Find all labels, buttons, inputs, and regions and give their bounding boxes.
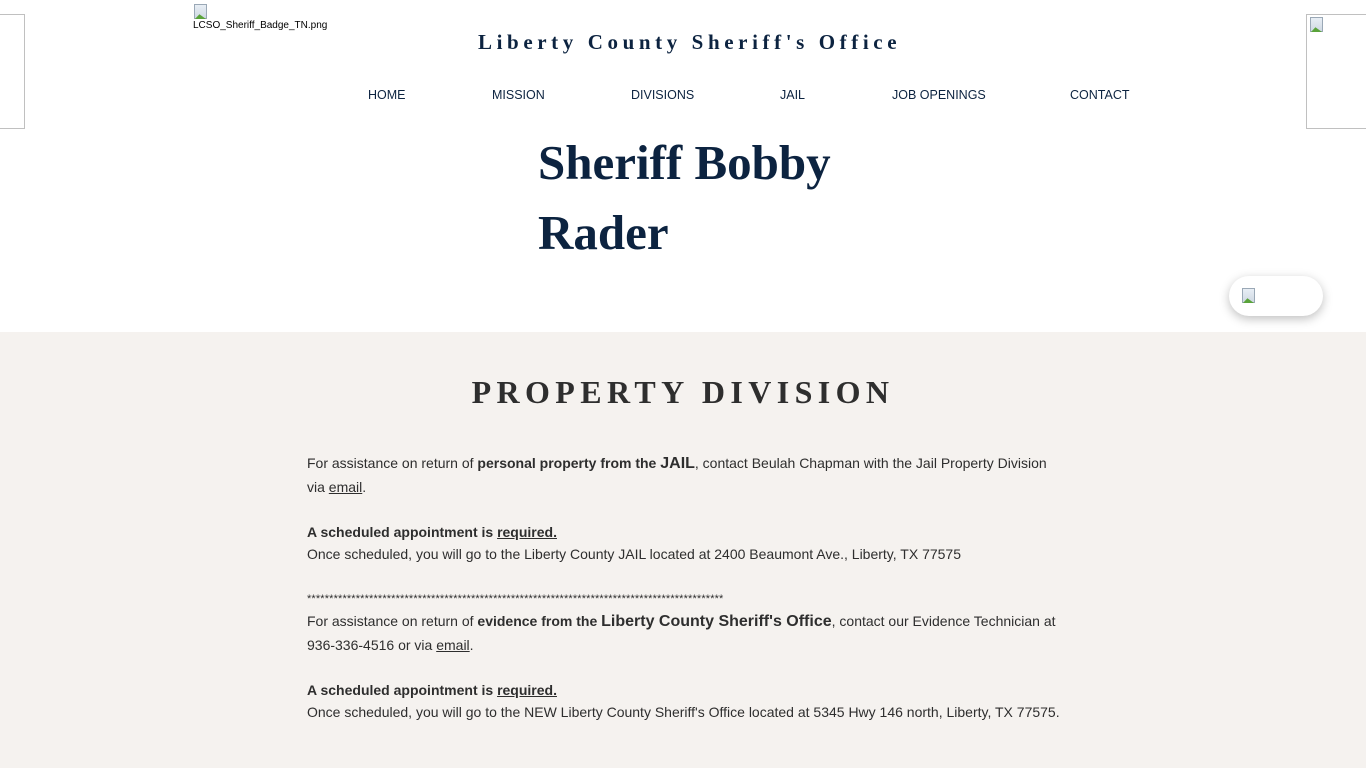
sheriff-name-heading: Sheriff Bobby Rader [538, 135, 831, 260]
left-banner-image [0, 14, 25, 129]
broken-image-icon [193, 4, 209, 20]
text: For assistance on return of [307, 613, 478, 629]
section-content [307, 452, 1067, 724]
text: For assistance on return of [307, 455, 478, 471]
spacer [307, 566, 1067, 589]
nav-job-openings[interactable]: JOB OPENINGS [892, 88, 986, 102]
section-title: PROPERTY DIVISION [471, 374, 895, 410]
jail-required-link[interactable]: required. [497, 523, 557, 540]
spacer [307, 498, 1067, 521]
nav-jail[interactable]: JAIL [780, 88, 806, 102]
jail-email-link[interactable]: email [328, 478, 363, 495]
evidence-appointment-line [307, 679, 1067, 702]
text: . [362, 478, 367, 495]
evidence-email-link[interactable]: email [436, 636, 470, 653]
text: , contact Beulah Chapman with the Jail Property Division via [307, 455, 1047, 495]
nav-mission[interactable]: MISSION [492, 88, 545, 102]
bold-text: A scheduled appointment is [307, 523, 498, 540]
chat-widget-button[interactable] [1229, 276, 1323, 316]
text: , contact our Evidence Technician at 936-336-4516 or via [307, 613, 1056, 653]
header-area [0, 0, 1366, 332]
sheriff-badge-logo[interactable] [193, 4, 327, 32]
nav-divisions[interactable]: DIVISIONS [631, 88, 695, 102]
evidence-required-link[interactable]: required. [497, 681, 557, 698]
evidence-paragraph [307, 610, 1067, 656]
broken-image-icon [1309, 17, 1325, 33]
badge-alt-text: LCSO_Sheriff_Badge_TN.png [193, 20, 328, 31]
bold-text: A scheduled appointment is [307, 681, 498, 698]
site-title[interactable]: Liberty County Sheriff's Office [478, 30, 902, 54]
nav-home[interactable]: HOME [368, 88, 406, 102]
bold-text-large: Liberty County Sheriff's Office [601, 613, 832, 630]
jail-location-line: Once scheduled, you will go to the Liberty County JAIL located at 2400 Beaumont Ave., Liberty, TX 77575 [307, 546, 962, 562]
right-banner-image [1306, 14, 1366, 129]
nav-contact[interactable]: CONTACT [1070, 88, 1130, 102]
jail-appointment-line [307, 521, 1067, 544]
separator-line: ********************************************************************************************** [307, 593, 724, 605]
bold-text: evidence from the [477, 613, 602, 629]
property-division-section [0, 332, 1366, 768]
main-nav [0, 88, 1366, 104]
evidence-location-line: Once scheduled, you will go to the NEW Liberty County Sheriff's Office located at 5345 Hwy 146 north, Liberty, TX 77575. [307, 704, 1060, 720]
broken-image-icon [1241, 288, 1257, 304]
jail-property-paragraph [307, 452, 1067, 498]
bold-text: personal property from the [477, 455, 661, 471]
text: . [469, 636, 474, 653]
spacer [307, 656, 1067, 679]
bold-text-large: JAIL [660, 455, 695, 472]
